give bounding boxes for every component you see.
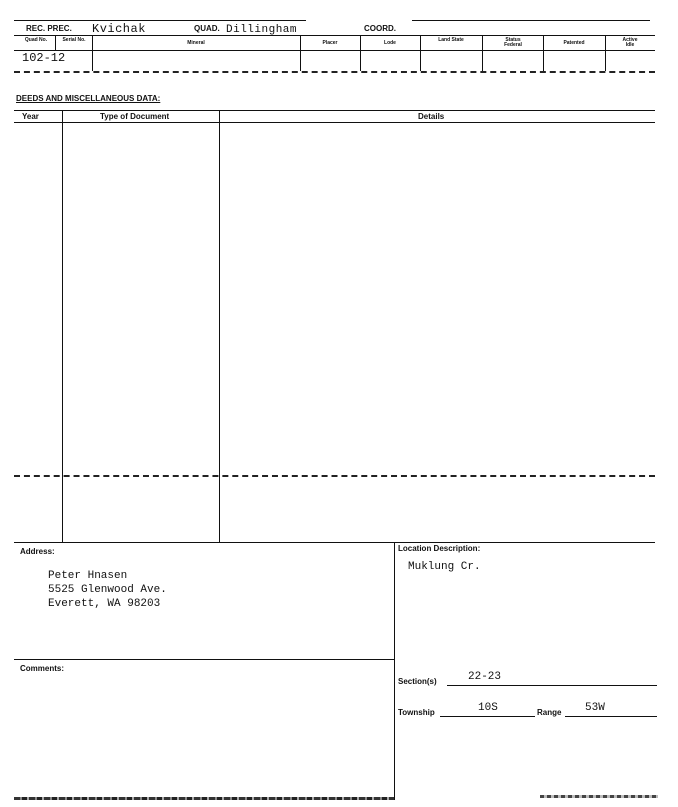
col-mineral: Mineral bbox=[187, 40, 205, 46]
deeds-divider-year bbox=[62, 110, 63, 542]
deeds-mid-dash bbox=[14, 475, 655, 477]
sections-underline bbox=[447, 685, 657, 686]
col-placer: Placer bbox=[322, 40, 338, 46]
bottom-section-rule bbox=[14, 542, 655, 543]
comments-rule bbox=[14, 659, 394, 660]
scan-artifact bbox=[14, 797, 394, 800]
address-line-1: Peter Hnasen bbox=[48, 570, 128, 582]
deeds-header-rule bbox=[14, 122, 655, 123]
col-quad-no: Quad No. bbox=[24, 37, 48, 43]
col-serial-no: Serial No. bbox=[62, 37, 86, 43]
col-status-federal: Status Federal bbox=[504, 37, 522, 48]
deeds-divider-type bbox=[219, 110, 220, 542]
col-details: Details bbox=[418, 112, 445, 121]
col-type-of-document: Type of Document bbox=[100, 112, 170, 121]
header-top-rule-right bbox=[412, 20, 650, 21]
record-table-bottom-dash bbox=[14, 71, 655, 73]
record-divider bbox=[482, 35, 483, 71]
deeds-top-rule bbox=[14, 110, 655, 111]
col-active-idle: Active Idle bbox=[622, 37, 638, 48]
col-patented: Patented bbox=[563, 40, 585, 46]
township-underline bbox=[440, 716, 535, 717]
comments-label: Comments: bbox=[20, 664, 65, 673]
location-description-value: Muklung Cr. bbox=[408, 561, 481, 573]
sections-label: Section(s) bbox=[398, 677, 437, 686]
bottom-center-divider bbox=[394, 542, 395, 800]
township-value: 10S bbox=[478, 702, 498, 714]
col-lode: Lode bbox=[384, 40, 396, 46]
address-line-2: 5525 Glenwood Ave. bbox=[48, 584, 167, 596]
record-divider bbox=[605, 35, 606, 71]
rec-prec-value: Kvichak bbox=[92, 22, 146, 36]
location-description-label: Location Description: bbox=[398, 544, 481, 553]
address-line-3: Everett, WA 98203 bbox=[48, 598, 161, 610]
range-underline bbox=[565, 716, 657, 717]
record-divider bbox=[420, 35, 421, 71]
col-land-state: Land State bbox=[438, 37, 464, 43]
record-table-top-rule bbox=[14, 35, 655, 36]
scan-artifact bbox=[540, 795, 658, 798]
record-divider bbox=[55, 35, 56, 50]
quad-label: QUAD. bbox=[194, 24, 220, 33]
header-top-rule bbox=[14, 20, 306, 21]
sections-value: 22-23 bbox=[468, 671, 502, 683]
range-value: 53W bbox=[585, 702, 605, 714]
deeds-heading: DEEDS AND MISCELLANEOUS DATA: bbox=[16, 94, 161, 103]
rec-prec-label: REC. PREC. bbox=[26, 24, 72, 33]
record-table-header-rule bbox=[14, 50, 655, 51]
coord-label: COORD. bbox=[364, 24, 396, 33]
col-year: Year bbox=[22, 112, 39, 121]
range-label: Range bbox=[537, 708, 562, 717]
address-label: Address: bbox=[20, 547, 55, 556]
quad-value: Dillingham bbox=[226, 24, 298, 36]
quad-no-value: 102-12 bbox=[22, 51, 66, 65]
township-label: Township bbox=[398, 708, 435, 717]
